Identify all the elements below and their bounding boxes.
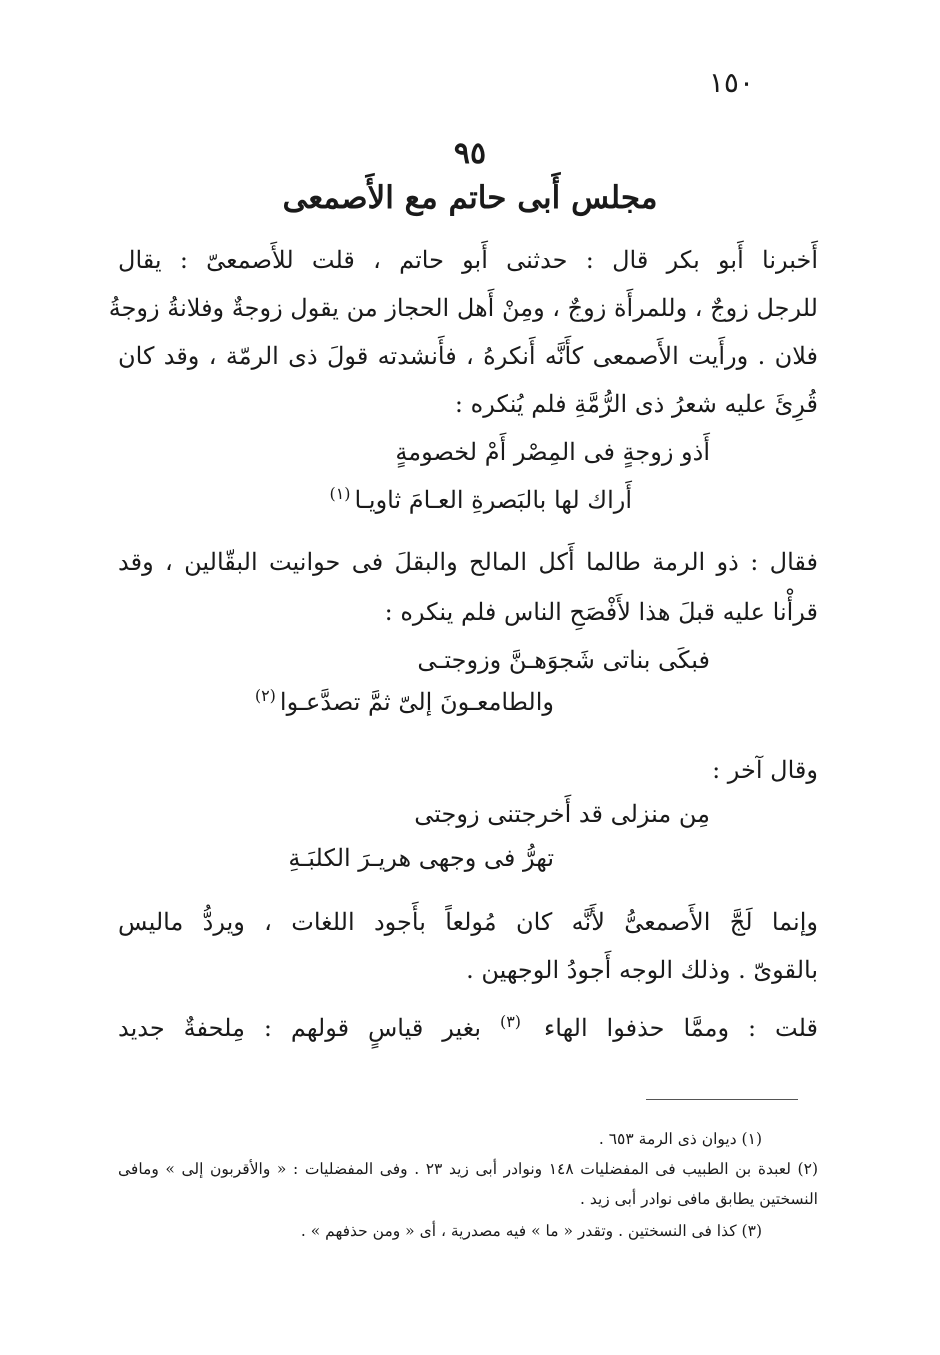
- verse2-line2: [255, 686, 554, 716]
- paragraph2-line1: فقال : ذو الرمة طالما أَكل المالح والبقلَ فى حوانيت البقّالين ، وقد: [118, 548, 818, 576]
- paragraph1-line1: أَخبرنا أَبو بكر قال : حدثنى أَبو حاتم ، قلت للأَصمعىّ : يقال: [118, 246, 818, 274]
- footnote-1: (١) ديوان ذى الرمة ٦٥٣ .: [598, 1130, 762, 1148]
- paragraph5-before: قلت : وممَّا حذفوا الهاء: [543, 1014, 818, 1042]
- verse2-line2-text: والطامعـونَ إلىّ ثمَّ تصدَّعـوا: [279, 688, 554, 716]
- paragraph2-line2: قرأْنا عليه قبلَ هذا لأَفْصَحِ الناس فلم ينكره :: [384, 598, 818, 626]
- paragraph1-line4: قُرِئَ عليه شعرُ ذى الرُّمَّةِ فلم يُنكره :: [454, 390, 818, 418]
- verse3-line2: تهرُّ فى وجهى هريـرَ الكلبَـةِ: [288, 844, 554, 872]
- page-number: ١٥٠: [708, 66, 754, 99]
- paragraph4-line1: وإنما لَجَّ الأَصمعىُّ لأَنَّه كان مُولعاً بأَجود اللغات ، ويردُّ ماليس: [118, 908, 818, 936]
- paragraph4-line2: بالقوىّ . وذلك الوجه أَجودُ الوجهين .: [466, 956, 818, 984]
- footnote-3: (٣) كذا فى النسختين . وتقدر « ما » فيه مصدرية ، أى « ومن حذفهم » .: [300, 1222, 762, 1240]
- paragraph1-line3: فلان . ورأَيت الأَصمعى كأَنَّه أَنكرهُ ، فأَنشدته قولَ ذى الرمّة ، وقد كان: [118, 342, 818, 370]
- footnote-2-line1: (٢) لعبدة بن الطبيب فى المفضليات ١٤٨ ونوادر أبى زيد ٢٣ . وفى المفضليات : « والأقربون إلى » ومافى: [118, 1160, 818, 1178]
- verse1-line1: أَذو زوجةٍ فى المِصْر أَمْ لخصومةٍ: [395, 438, 710, 466]
- footnote-ref-3: (٣): [499, 1012, 522, 1031]
- footnote-separator: [646, 1099, 798, 1100]
- paragraph5-after: بغير قياسٍ قولهم : مِلحفةٌ جديد: [118, 1014, 482, 1042]
- section-number: ٩٥: [453, 136, 487, 171]
- footnote-ref-2: (٢): [254, 686, 276, 705]
- paragraph1-line2: للرجل زوجٌ ، وللمرأَة زوجٌ ، ومِنْ أَهل الحجاز من يقول زوجةٌ وفلانةُ زوجةُ: [108, 294, 818, 322]
- verse3-line1: مِن منزلى قد أَخرجتنى زوجتى: [414, 800, 710, 828]
- footnote-2-line2: النسختين يطابق مافى نوادر أبى زيد .: [579, 1190, 818, 1208]
- verse2-line1: فبكَى بناتى شَجوَهـنَّ وزوجتـى: [417, 646, 710, 674]
- verse1-line2: [329, 484, 632, 514]
- paragraph5: [118, 1012, 818, 1042]
- paragraph3: وقال آخر :: [712, 756, 818, 784]
- footnote-ref-1: (١): [329, 484, 351, 503]
- verse1-line2-text: أَراك لها بالبَصرةِ العـامَ ثاويـا: [354, 486, 632, 514]
- section-title: مجلس أَبى حاتم مع الأَصمعى: [282, 180, 658, 216]
